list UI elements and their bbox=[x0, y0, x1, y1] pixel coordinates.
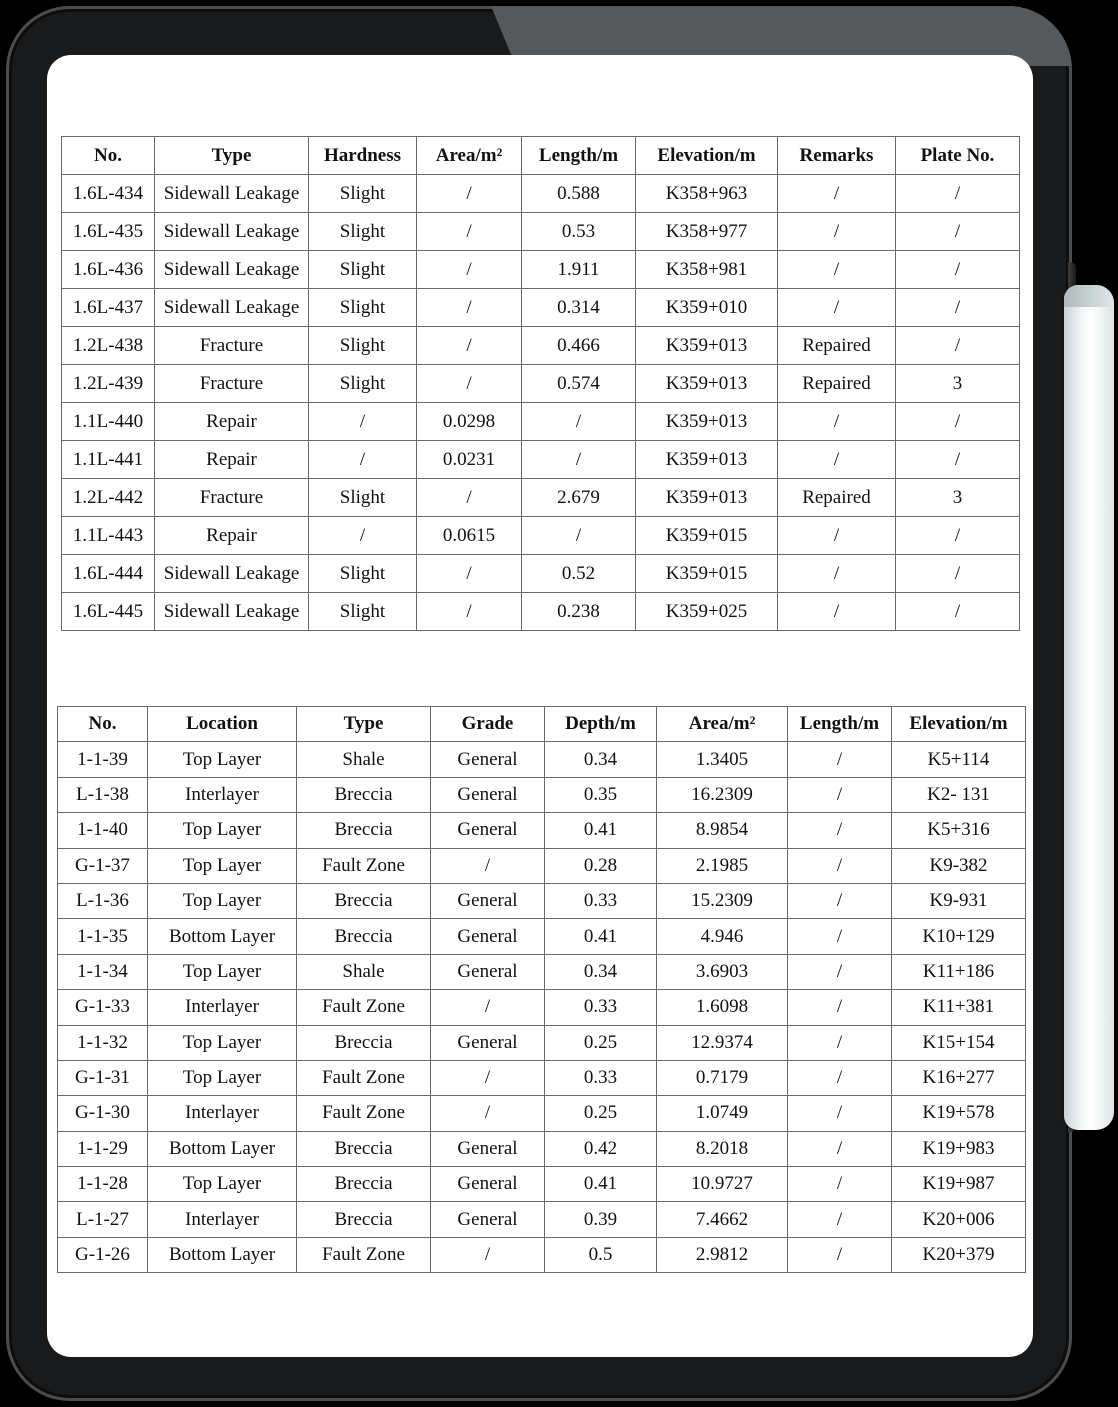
table-cell: / bbox=[417, 251, 522, 289]
table-cell: Interlayer bbox=[148, 990, 297, 1025]
table-cell: / bbox=[778, 213, 896, 251]
table-row bbox=[58, 883, 1026, 918]
document-screen bbox=[47, 55, 1033, 1357]
table-cell: 1-1-34 bbox=[58, 954, 148, 989]
table-cell: 0.238 bbox=[522, 593, 636, 631]
table-cell: General bbox=[431, 1025, 545, 1060]
table-cell: / bbox=[896, 251, 1020, 289]
table-cell: Fault Zone bbox=[297, 1060, 431, 1095]
table-cell: K358+981 bbox=[636, 251, 778, 289]
table-cell: Fault Zone bbox=[297, 1237, 431, 1272]
table-cell: Interlayer bbox=[148, 1202, 297, 1237]
table-cell: Repair bbox=[155, 517, 309, 555]
table-cell: Sidewall Leakage bbox=[155, 213, 309, 251]
table-row bbox=[62, 175, 1020, 213]
table-cell: 2.9812 bbox=[657, 1237, 788, 1272]
table-cell: G-1-37 bbox=[58, 848, 148, 883]
table-cell: Repaired bbox=[778, 327, 896, 365]
stylus-pencil bbox=[1064, 285, 1114, 1130]
table-cell: 3 bbox=[896, 365, 1020, 403]
table-cell: K359+013 bbox=[636, 403, 778, 441]
table-cell: 0.5 bbox=[545, 1237, 657, 1272]
column-header: Depth/m bbox=[545, 707, 657, 742]
table-cell: 0.33 bbox=[545, 1060, 657, 1095]
table-row bbox=[58, 990, 1026, 1025]
table-cell: K9-931 bbox=[892, 883, 1026, 918]
table-cell: K15+154 bbox=[892, 1025, 1026, 1060]
table-cell: Breccia bbox=[297, 1202, 431, 1237]
table-cell: / bbox=[788, 1202, 892, 1237]
table-cell: 0.7179 bbox=[657, 1060, 788, 1095]
table-cell: Top Layer bbox=[148, 848, 297, 883]
table-cell: 1-1-35 bbox=[58, 919, 148, 954]
table-cell: Slight bbox=[309, 327, 417, 365]
table-cell: / bbox=[778, 251, 896, 289]
table-row bbox=[62, 403, 1020, 441]
table-cell: / bbox=[778, 517, 896, 555]
table-cell: 1-1-29 bbox=[58, 1131, 148, 1166]
table-cell: 0.41 bbox=[545, 1167, 657, 1202]
table-cell: / bbox=[896, 593, 1020, 631]
table-cell: 1.2L-438 bbox=[62, 327, 155, 365]
table-cell: 1.6L-444 bbox=[62, 555, 155, 593]
table-cell: / bbox=[417, 555, 522, 593]
table-cell: / bbox=[896, 327, 1020, 365]
table-cell: / bbox=[896, 555, 1020, 593]
leakage-table bbox=[61, 136, 1020, 631]
column-header: Type bbox=[155, 137, 309, 175]
table-row bbox=[58, 1202, 1026, 1237]
table-cell: G-1-30 bbox=[58, 1096, 148, 1131]
table-row bbox=[62, 327, 1020, 365]
table-cell: Interlayer bbox=[148, 777, 297, 812]
table-cell: / bbox=[417, 365, 522, 403]
table-cell: / bbox=[788, 954, 892, 989]
table-row bbox=[62, 517, 1020, 555]
table-cell: Shale bbox=[297, 742, 431, 777]
table-cell: / bbox=[417, 289, 522, 327]
table-cell: / bbox=[788, 1025, 892, 1060]
table-cell: 3.6903 bbox=[657, 954, 788, 989]
table-cell: G-1-33 bbox=[58, 990, 148, 1025]
column-header: Remarks bbox=[778, 137, 896, 175]
table-cell: / bbox=[788, 848, 892, 883]
table-cell: / bbox=[788, 1060, 892, 1095]
table-cell: 1-1-28 bbox=[58, 1167, 148, 1202]
table-cell: K19+983 bbox=[892, 1131, 1026, 1166]
table-cell: K359+013 bbox=[636, 365, 778, 403]
table-cell: Fracture bbox=[155, 479, 309, 517]
table-cell: 0.53 bbox=[522, 213, 636, 251]
table-cell: 0.42 bbox=[545, 1131, 657, 1166]
table-cell: K11+186 bbox=[892, 954, 1026, 989]
table-cell: / bbox=[522, 441, 636, 479]
table-cell: 1-1-40 bbox=[58, 813, 148, 848]
table-cell: 1.2L-442 bbox=[62, 479, 155, 517]
table-cell: 0.34 bbox=[545, 954, 657, 989]
table-cell: K359+010 bbox=[636, 289, 778, 327]
table-cell: Bottom Layer bbox=[148, 1131, 297, 1166]
table-cell: Repair bbox=[155, 441, 309, 479]
table-cell: 0.466 bbox=[522, 327, 636, 365]
column-header: Elevation/m bbox=[892, 707, 1026, 742]
table-row bbox=[58, 1060, 1026, 1095]
table-cell: K359+015 bbox=[636, 517, 778, 555]
table-row bbox=[62, 365, 1020, 403]
table-row bbox=[58, 813, 1026, 848]
table-cell: 0.34 bbox=[545, 742, 657, 777]
table-cell: / bbox=[417, 479, 522, 517]
table-cell: / bbox=[431, 1060, 545, 1095]
table-row bbox=[62, 289, 1020, 327]
table-cell: Breccia bbox=[297, 1167, 431, 1202]
table-cell: 12.9374 bbox=[657, 1025, 788, 1060]
table-cell: / bbox=[896, 175, 1020, 213]
table-cell: Breccia bbox=[297, 1131, 431, 1166]
table-row bbox=[58, 1167, 1026, 1202]
table-cell: / bbox=[778, 289, 896, 327]
table-cell: / bbox=[309, 517, 417, 555]
table-cell: L-1-38 bbox=[58, 777, 148, 812]
column-header: Length/m bbox=[788, 707, 892, 742]
table-cell: / bbox=[417, 175, 522, 213]
table-cell: 1.6L-434 bbox=[62, 175, 155, 213]
table-cell: G-1-31 bbox=[58, 1060, 148, 1095]
table-cell: L-1-36 bbox=[58, 883, 148, 918]
table-cell: K11+381 bbox=[892, 990, 1026, 1025]
column-header: Hardness bbox=[309, 137, 417, 175]
table-cell: / bbox=[896, 517, 1020, 555]
table-cell: 1.6L-437 bbox=[62, 289, 155, 327]
table-cell: Breccia bbox=[297, 813, 431, 848]
table-cell: Top Layer bbox=[148, 954, 297, 989]
table-cell: / bbox=[522, 403, 636, 441]
table-row bbox=[58, 919, 1026, 954]
table-cell: 1.6L-436 bbox=[62, 251, 155, 289]
table-cell: / bbox=[788, 1237, 892, 1272]
table-cell: / bbox=[788, 1131, 892, 1166]
table-cell: 7.4662 bbox=[657, 1202, 788, 1237]
table-cell: 15.2309 bbox=[657, 883, 788, 918]
table-cell: K359+013 bbox=[636, 441, 778, 479]
table-cell: 0.33 bbox=[545, 883, 657, 918]
table-cell: / bbox=[431, 1096, 545, 1131]
table-row bbox=[62, 213, 1020, 251]
table-cell: Top Layer bbox=[148, 883, 297, 918]
table-cell: Shale bbox=[297, 954, 431, 989]
table-cell: 4.946 bbox=[657, 919, 788, 954]
table-cell: Slight bbox=[309, 593, 417, 631]
table-cell: / bbox=[778, 403, 896, 441]
table-cell: Breccia bbox=[297, 883, 431, 918]
table-cell: 10.9727 bbox=[657, 1167, 788, 1202]
table-cell: 0.314 bbox=[522, 289, 636, 327]
table-cell: 0.28 bbox=[545, 848, 657, 883]
table-row bbox=[62, 251, 1020, 289]
table-cell: 0.33 bbox=[545, 990, 657, 1025]
table-cell: 1.1L-441 bbox=[62, 441, 155, 479]
table-cell: Slight bbox=[309, 479, 417, 517]
table-cell: / bbox=[417, 327, 522, 365]
table-row bbox=[58, 1025, 1026, 1060]
table-row bbox=[58, 1237, 1026, 1272]
table-cell: Sidewall Leakage bbox=[155, 593, 309, 631]
table-cell: 1.6L-435 bbox=[62, 213, 155, 251]
table-cell: Slight bbox=[309, 365, 417, 403]
table-cell: Breccia bbox=[297, 1025, 431, 1060]
table-cell: Bottom Layer bbox=[148, 1237, 297, 1272]
table-cell: General bbox=[431, 883, 545, 918]
table-cell: 0.25 bbox=[545, 1096, 657, 1131]
column-header: No. bbox=[62, 137, 155, 175]
table-cell: Top Layer bbox=[148, 1167, 297, 1202]
table-cell: Top Layer bbox=[148, 813, 297, 848]
table-cell: / bbox=[788, 777, 892, 812]
table-cell: Repaired bbox=[778, 479, 896, 517]
table-row bbox=[58, 848, 1026, 883]
table-header-row bbox=[62, 137, 1020, 175]
table-cell: / bbox=[778, 593, 896, 631]
table-cell: General bbox=[431, 919, 545, 954]
table-cell: Bottom Layer bbox=[148, 919, 297, 954]
table-cell: / bbox=[788, 883, 892, 918]
table-cell: 0.25 bbox=[545, 1025, 657, 1060]
table-cell: / bbox=[788, 742, 892, 777]
table-cell: 0.574 bbox=[522, 365, 636, 403]
table-cell: 0.52 bbox=[522, 555, 636, 593]
table-cell: / bbox=[896, 441, 1020, 479]
table-cell: 8.9854 bbox=[657, 813, 788, 848]
table-cell: K20+379 bbox=[892, 1237, 1026, 1272]
table-cell: / bbox=[309, 403, 417, 441]
table-row bbox=[58, 1096, 1026, 1131]
column-header: Area/m² bbox=[417, 137, 522, 175]
table-cell: General bbox=[431, 813, 545, 848]
table-cell: 0.41 bbox=[545, 813, 657, 848]
table-cell: General bbox=[431, 1202, 545, 1237]
table-row bbox=[62, 479, 1020, 517]
table-cell: Top Layer bbox=[148, 1025, 297, 1060]
table-cell: / bbox=[431, 1237, 545, 1272]
table-cell: Top Layer bbox=[148, 1060, 297, 1095]
table-cell: / bbox=[309, 441, 417, 479]
table-cell: 0.0231 bbox=[417, 441, 522, 479]
table-cell: Interlayer bbox=[148, 1096, 297, 1131]
stylus-band bbox=[1064, 285, 1114, 307]
table-cell: K359+013 bbox=[636, 327, 778, 365]
table-cell: General bbox=[431, 954, 545, 989]
table-cell: K358+977 bbox=[636, 213, 778, 251]
table-cell: 0.588 bbox=[522, 175, 636, 213]
table-cell: G-1-26 bbox=[58, 1237, 148, 1272]
table-cell: 0.0298 bbox=[417, 403, 522, 441]
table-cell: 1.6098 bbox=[657, 990, 788, 1025]
table-row bbox=[58, 742, 1026, 777]
table-cell: / bbox=[788, 919, 892, 954]
table-cell: Repair bbox=[155, 403, 309, 441]
table-cell: Sidewall Leakage bbox=[155, 175, 309, 213]
table-cell: 0.41 bbox=[545, 919, 657, 954]
table-cell: / bbox=[896, 289, 1020, 327]
table-cell: 8.2018 bbox=[657, 1131, 788, 1166]
table-cell: / bbox=[778, 175, 896, 213]
table-cell: 1.1L-443 bbox=[62, 517, 155, 555]
table-cell: Sidewall Leakage bbox=[155, 555, 309, 593]
table-cell: K359+015 bbox=[636, 555, 778, 593]
table-cell: Slight bbox=[309, 251, 417, 289]
table-cell: Slight bbox=[309, 555, 417, 593]
table-cell: Sidewall Leakage bbox=[155, 289, 309, 327]
column-header: Elevation/m bbox=[636, 137, 778, 175]
table-cell: K359+025 bbox=[636, 593, 778, 631]
table-row bbox=[58, 1131, 1026, 1166]
table-cell: 2.1985 bbox=[657, 848, 788, 883]
table-cell: 0.39 bbox=[545, 1202, 657, 1237]
table-cell: 1.1L-440 bbox=[62, 403, 155, 441]
table-cell: / bbox=[788, 1167, 892, 1202]
table-cell: / bbox=[522, 517, 636, 555]
table-cell: General bbox=[431, 1167, 545, 1202]
table-cell: 1.911 bbox=[522, 251, 636, 289]
table-cell: 1.3405 bbox=[657, 742, 788, 777]
table-cell: / bbox=[788, 813, 892, 848]
table-cell: K10+129 bbox=[892, 919, 1026, 954]
table-cell: Slight bbox=[309, 213, 417, 251]
table-row bbox=[58, 954, 1026, 989]
table-cell: 1.6L-445 bbox=[62, 593, 155, 631]
table-cell: Fault Zone bbox=[297, 990, 431, 1025]
table-row bbox=[62, 593, 1020, 631]
table-cell: K2- 131 bbox=[892, 777, 1026, 812]
column-header: Location bbox=[148, 707, 297, 742]
table-cell: 16.2309 bbox=[657, 777, 788, 812]
table-cell: General bbox=[431, 742, 545, 777]
table-cell: Slight bbox=[309, 289, 417, 327]
table-cell: 3 bbox=[896, 479, 1020, 517]
table-cell: Slight bbox=[309, 175, 417, 213]
table-cell: / bbox=[778, 441, 896, 479]
column-header: Area/m² bbox=[657, 707, 788, 742]
table-cell: / bbox=[896, 213, 1020, 251]
table-cell: 1.2L-439 bbox=[62, 365, 155, 403]
table-cell: Fracture bbox=[155, 365, 309, 403]
table-cell: 1-1-39 bbox=[58, 742, 148, 777]
geology-table bbox=[57, 706, 1026, 1273]
table-cell: / bbox=[788, 1096, 892, 1131]
table-cell: General bbox=[431, 1131, 545, 1166]
table-cell: / bbox=[417, 213, 522, 251]
table-cell: 0.0615 bbox=[417, 517, 522, 555]
column-header: No. bbox=[58, 707, 148, 742]
table-cell: K20+006 bbox=[892, 1202, 1026, 1237]
column-header: Length/m bbox=[522, 137, 636, 175]
table-cell: 0.35 bbox=[545, 777, 657, 812]
table-cell: Top Layer bbox=[148, 742, 297, 777]
table-row bbox=[62, 441, 1020, 479]
table-cell: General bbox=[431, 777, 545, 812]
table-cell: Fault Zone bbox=[297, 1096, 431, 1131]
table-cell: / bbox=[431, 990, 545, 1025]
table-cell: / bbox=[778, 555, 896, 593]
table-cell: 1.0749 bbox=[657, 1096, 788, 1131]
table-cell: K358+963 bbox=[636, 175, 778, 213]
table-cell: 1-1-32 bbox=[58, 1025, 148, 1060]
table-row bbox=[58, 777, 1026, 812]
table-header-row bbox=[58, 707, 1026, 742]
table-cell: Repaired bbox=[778, 365, 896, 403]
table-cell: Breccia bbox=[297, 777, 431, 812]
table-cell: K5+114 bbox=[892, 742, 1026, 777]
table-cell: K9-382 bbox=[892, 848, 1026, 883]
column-header: Type bbox=[297, 707, 431, 742]
column-header: Plate No. bbox=[896, 137, 1020, 175]
table-row bbox=[62, 555, 1020, 593]
table-cell: 2.679 bbox=[522, 479, 636, 517]
table-cell: K19+578 bbox=[892, 1096, 1026, 1131]
table-cell: K19+987 bbox=[892, 1167, 1026, 1202]
table-cell: / bbox=[417, 593, 522, 631]
table-cell: Sidewall Leakage bbox=[155, 251, 309, 289]
table-cell: Fracture bbox=[155, 327, 309, 365]
table-cell: / bbox=[788, 990, 892, 1025]
table-cell: Breccia bbox=[297, 919, 431, 954]
table-cell: L-1-27 bbox=[58, 1202, 148, 1237]
table-cell: / bbox=[896, 403, 1020, 441]
column-header: Grade bbox=[431, 707, 545, 742]
table-cell: Fault Zone bbox=[297, 848, 431, 883]
table-cell: K16+277 bbox=[892, 1060, 1026, 1095]
table-cell: K5+316 bbox=[892, 813, 1026, 848]
table-cell: K359+013 bbox=[636, 479, 778, 517]
table-cell: / bbox=[431, 848, 545, 883]
